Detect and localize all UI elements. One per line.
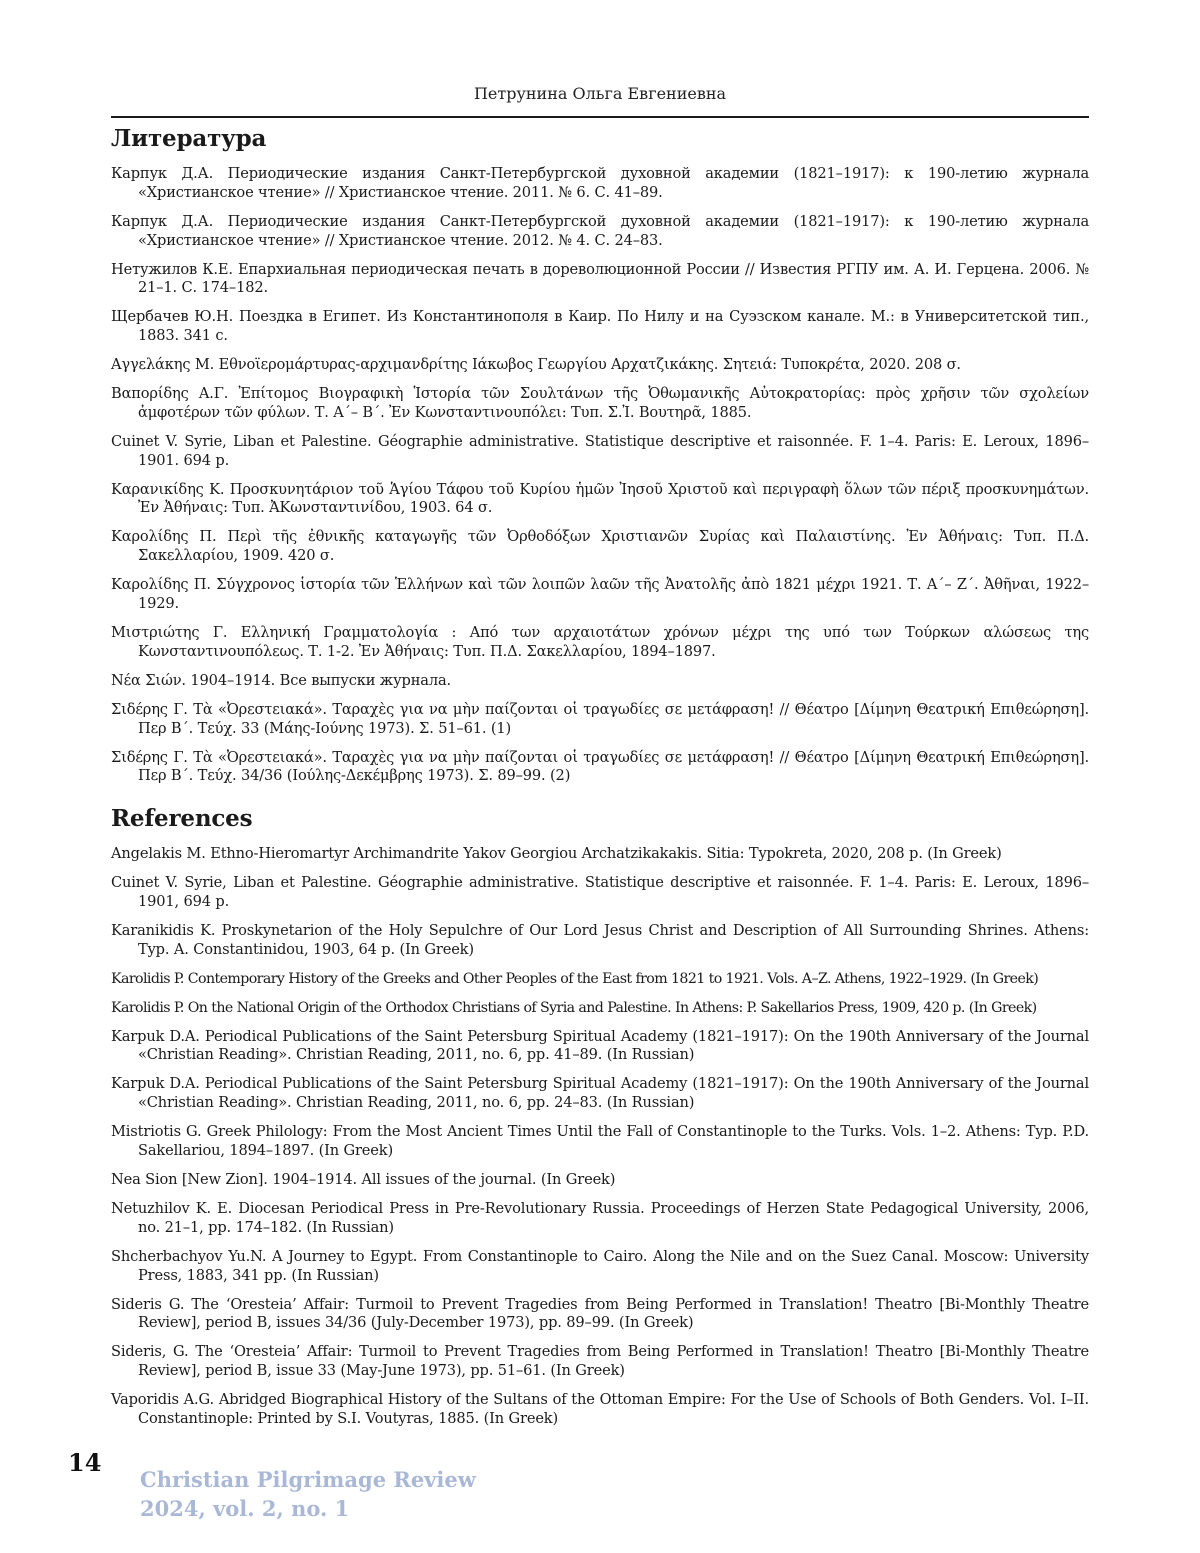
reference-item: Karanikidis K. Proskynetarion of the Holy Sepulchre of Our Lord Jesus Christ and Description of All Surrounding Shrines. Athens: Typ. A. Constantinidou, 1903, 64 p. (In Greek) — [111, 921, 1089, 958]
running-header-author: Петрунина Ольга Евгениевна — [473, 84, 727, 103]
literature-item: Μιστριώτης Γ. Ελληνική Γραμματολογία : Από των αρχαιοτάτων χρόνων μέχρι της υπό των Τούρκων αλώσεως της Κωνσταντινουπόλεως. Τ. 1-2. Ἐν Ἀθήναις: Τυπ. Π.Δ. Σακελλαρίου, 1894–1897. — [111, 624, 1089, 660]
reference-item: Sideris G. The ‘Oresteia’ Affair: Turmoil to Prevent Tragedies from Being Performed in Translation! Theatro [Bi-Monthly Theatre Review], period B, issues 34/36 (July-December 1973), pp. 89–99. (In Greek) — [111, 1295, 1089, 1332]
reference-item: Vaporidis A.G. Abridged Biographical History of the Sultans of the Ottoman Empire: For the Use of Schools of Both Genders. Vol. I–II. Constantinople: Printed by S.I. Voutyras, 1885. (In Greek) — [111, 1391, 1089, 1427]
reference-item: Karolidis P. On the National Origin of the Orthodox Christians of Syria and Palestine. In Athens: P. Sakellarios Press, 1909, 420 p. (In Greek) — [111, 999, 1037, 1016]
reference-item: Cuinet V. Syrie, Liban et Palestine. Géographie administrative. Statistique descriptive et raisonnée. F. 1–4. Paris: E. Leroux, 1896–1901, 694 p. — [111, 874, 1089, 910]
literature-item: Карпук Д.А. Периодические издания Санкт-Петербургской духовной академии (1821–1917): к 190-летию журнала «Христианское чтение» // Христианское чтение. 2011. № 6. С. 41–89. — [111, 165, 1089, 201]
journal-issue: 2024, vol. 2, no. 1 — [140, 1496, 350, 1521]
literature-item: Αγγελάκης Μ. Εθνοϊερομάρτυρας-αρχιμανδρίτης Ιάκωβος Γεωργίου Αρχατζικάκης. Σητειά: Τυποκρέτα, 2020. 208 σ. — [111, 356, 961, 374]
journal-footer — [140, 1465, 476, 1523]
reference-item: Sideris, G. The ‘Oresteia’ Affair: Turmoil to Prevent Tragedies from Being Performed in Translation! Theatro [Bi-Monthly Theatre Review], period B, issue 33 (May-June 1973), pp. 51–61. (In Greek) — [111, 1343, 1089, 1380]
literature-item: Καρανικίδης Κ. Προσκυνητάριον τοῦ Ἁγίου Τάφου τοῦ Κυρίου ἡμῶν Ἰησοῦ Χριστοῦ καὶ περιγραφὴ ὅλων τῶν πέριξ προσκυνημάτων. Ἐν Ἀθήναις: Τυπ. ἈΚωνσταντινίδου, 1903. 64 σ. — [111, 480, 1089, 517]
page-number: 14 — [68, 1448, 102, 1477]
literature-item: Καρολίδης Π. Σύγχρονος ἱστορία τῶν Ἑλλήνων καὶ τῶν λοιπῶν λαῶν τῆς Ἀνατολῆς ἀπὸ 1821 μέχρι 1921. Τ. Α΄– Ζ΄. Ἀθῆναι, 1922–1929. — [111, 576, 1089, 613]
reference-item: Shcherbachyov Yu.N. A Journey to Egypt. From Constantinople to Cairo. Along the Nile and on the Suez Canal. Moscow: University Press, 1883, 341 pp. (In Russian) — [111, 1247, 1089, 1284]
reference-item: Netuzhilov K. E. Diocesan Periodical Press in Pre-Revolutionary Russia. Proceedings of Herzen State Pedagogical University, 2006, no. 21–1, pp. 174–182. (In Russian) — [111, 1200, 1089, 1236]
literature-heading: Литература — [111, 125, 267, 152]
reference-item: Karolidis P. Contemporary History of the Greeks and Other Peoples of the East from 1821 to 1921. Vols. A–Z. Athens, 1922–1929. (In Greek) — [111, 970, 1039, 987]
references-heading: References — [111, 805, 253, 833]
literature-item: Щербачев Ю.Н. Поездка в Египет. Из Константинополя в Каир. По Нилу и на Суэзском канале. М.: в Университетской тип., 1883. 341 с. — [111, 308, 1089, 345]
reference-item: Mistriotis G. Greek Philology: From the Most Ancient Times Until the Fall of Constantinople to the Turks. Vols. 1–2. Athens: Typ. P.D. Sakellariou, 1894–1897. (In Greek) — [111, 1123, 1089, 1160]
literature-list — [111, 165, 1089, 786]
literature-item: Νέα Σιών. 1904–1914. Все выпуски журнала. — [111, 671, 451, 689]
literature-item: Σιδέρης Γ. Τὰ «Ὀρεστειακά». Ταραχὲς για να μὴν παίζονται οἱ τραγωδίες σε μετάφραση! // Θέατρο [Δίμηνη Θεατρική Επιθεώρηση]. Περ Β΄. Τεύχ. 34/36 (Ιούλης-Δεκέμβρης 1973). Σ. 89–99. (2) — [111, 748, 1089, 785]
literature-item: Cuinet V. Syrie, Liban et Palestine. Géographie administrative. Statistique descriptive et raisonnée. F. 1–4. Paris: E. Leroux, 1896–1901. 694 p. — [111, 432, 1089, 469]
literature-item: Σιδέρης Γ. Τὰ «Ὀρεστειακά». Ταραχὲς για να μὴν παίζονται οἱ τραγωδίες σε μετάφραση! // Θέατρο [Δίμηνη Θεατρική Επιθεώρηση]. Περ Β΄. Τεύχ. 33 (Μάης-Ιούνης 1973). Σ. 51–61. (1) — [111, 700, 1089, 737]
reference-item: Angelakis M. Ethno-Hieromartyr Archimandrite Yakov Georgiou Archatzikakakis. Sitia: Typokreta, 2020, 208 p. (In Greek) — [111, 845, 1002, 863]
bibliography-section — [111, 124, 1089, 1439]
literature-item: Καρολίδης Π. Περὶ τῆς ἐθνικῆς καταγωγῆς τῶν Ὀρθοδόξων Χριστιανῶν Συρίας καὶ Παλαιστίνης. Ἐν Ἀθήναις: Τυπ. Π.Δ. Σακελλαρίου, 1909. 420 σ. — [111, 528, 1089, 565]
references-list — [111, 845, 1089, 1429]
literature-item: Карпук Д.А. Периодические издания Санкт-Петербургской духовной академии (1821–1917): к 190-летию журнала «Христианское чтение» // Христианское чтение. 2012. № 4. С. 24–83. — [111, 212, 1089, 249]
header-divider — [111, 116, 1089, 118]
literature-item: Нетужилов К.Е. Епархиальная периодическая печать в дореволюционной России // Известия РГПУ им. А. И. Герцена. 2006. № 21–1. С. 174–182. — [111, 260, 1089, 297]
reference-item: Karpuk D.A. Periodical Publications of the Saint Petersburg Spiritual Academy (1821–1917): On the 190th Anniversary of the Journal «Christian Reading». Christian Reading, 2011, no. 6, pp. 41–89. (In Russian) — [111, 1027, 1089, 1064]
reference-item: Nea Sion [New Zion]. 1904–1914. All issues of the journal. (In Greek) — [111, 1171, 616, 1189]
literature-item: Βαπορίδης Α.Γ. Ἐπίτομος Βιογραφικὴ Ἱστορία τῶν Σουλτάνων τῆς Ὀθωμανικῆς Αὐτοκρατορίας: πρὸς χρῆσιν τῶν σχολείων ἀμφοτέρων τῶν φύλων. Τ. Α΄– Β΄. Ἐν Κωνσταντινουπόλει: Τυπ. Σ.Ἰ. Βουτηρᾶ, 1885. — [111, 385, 1089, 421]
reference-item: Karpuk D.A. Periodical Publications of the Saint Petersburg Spiritual Academy (1821–1917): On the 190th Anniversary of the Journal «Christian Reading». Christian Reading, 2011, no. 6, pp. 24–83. (In Russian) — [111, 1075, 1089, 1112]
journal-title: Christian Pilgrimage Review — [140, 1467, 476, 1492]
